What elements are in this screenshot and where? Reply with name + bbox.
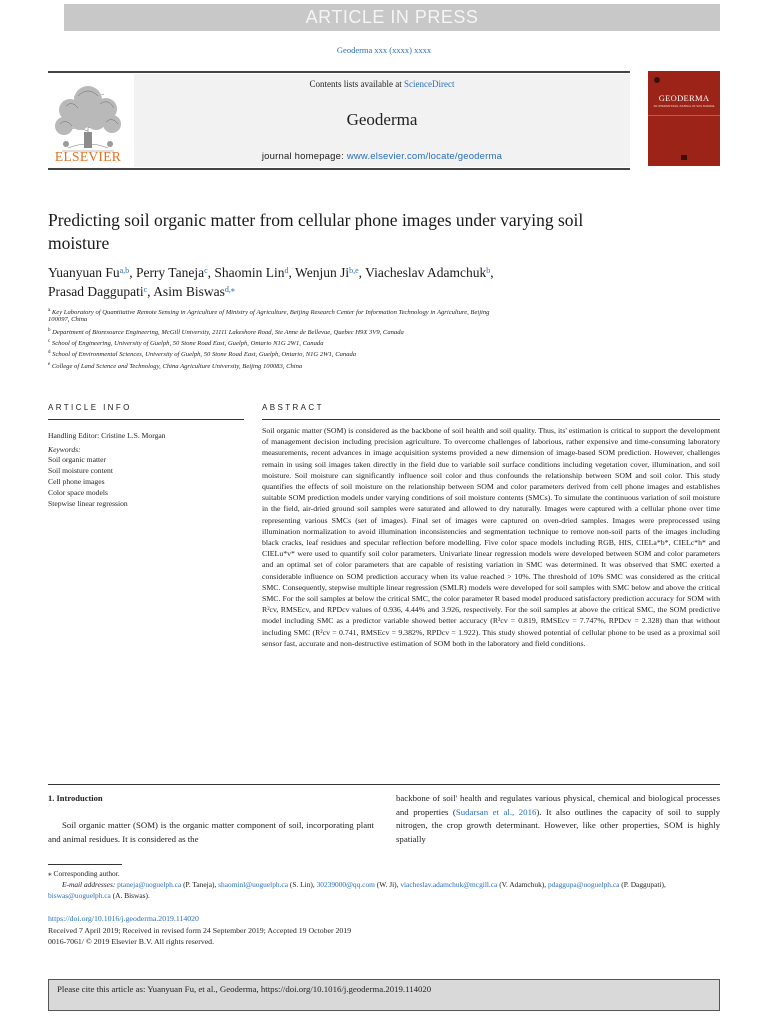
please-cite-box (48, 979, 720, 1011)
cover-divider (648, 115, 720, 116)
email-addresses: E-mail addresses: ptaneja@uoguelph.ca (P. Taneja), shaominl@uoguelph.ca (S. Lin), 30239000@qq.com (W. Ji), viacheslav.adamchuk@mcgill.ca (V. Adamchuk), pdaggupa@uoguelph.ca (P. Daggupati), biswas@uoguelph.ca (A. Biswas). (48, 880, 666, 900)
introduction-heading: 1. Introduction (48, 793, 103, 803)
author[interactable]: Prasad Daggupati$^c$, (48, 284, 154, 299)
article-info-heading: ARTICLE INFO (48, 403, 132, 412)
author-list (48, 263, 728, 301)
journal-homepage-link[interactable]: www.elsevier.com/locate/geoderma (346, 151, 503, 162)
intro-text: ). It also outlines the capacity of soil to supply nitrogen, the crop growth determinant. However, like other properties, SOM is highly spatially (396, 806, 720, 844)
author[interactable]: Asim Biswas$^{d,⁎}$ (153, 284, 235, 299)
copyright-line: 0016-7061/ © 2019 Elsevier B.V. All rights reserved. (48, 937, 215, 946)
received-dates: Received 7 April 2019; Received in revised form 24 September 2019; Accepted 19 October 2019 (48, 925, 352, 935)
please-cite-text[interactable]: Please cite this article as: Yuanyuan Fu, et al., Geoderma, https://doi.org/10.1016/j.geoderma.2019.114020 (57, 984, 432, 994)
introduction-left-column: Soil organic matter (SOM) is the organic matter component of soil, incorporating plant and animal residues. It is considered as the (48, 820, 374, 844)
elsevier-wordmark: ELSEVIER (54, 149, 122, 164)
author-affiliation-mark[interactable]: d (284, 266, 289, 275)
email-link[interactable]: ptaneja@uoguelph.ca (117, 880, 182, 889)
author-affiliation-mark[interactable]: a,b (119, 266, 130, 275)
keyword: Stepwise linear regression (48, 499, 128, 508)
author[interactable]: Perry Taneja$^c$, (135, 265, 215, 280)
cover-subtitle: AN INTERNATIONAL JOURNAL OF SOIL SCIENCE (653, 105, 715, 108)
author-affiliation-mark[interactable]: c (204, 266, 208, 275)
author-affiliation-mark[interactable]: c (143, 285, 148, 294)
article-title-line-1: Predicting soil organic matter from cellular phone images under varying soil (48, 210, 584, 230)
journal-cover-thumbnail[interactable] (648, 71, 720, 166)
affiliation-c: $^c$ School of Engineering, University of Guelph, 50 Stone Road East, Guelph, Ontario N1G 2W1, Canada (48, 339, 324, 348)
keyword: Soil organic matter (48, 455, 107, 464)
email-link[interactable]: shaominl@uoguelph.ca (218, 880, 288, 889)
journal-reference-link[interactable]: Geoderma xxx (xxxx) xxxx (336, 45, 432, 55)
intro-text: backbone of soil' health and regulates various physical, chemical and biological processes and properties ( (396, 793, 720, 817)
article-in-press-banner: ARTICLE IN PRESS (64, 4, 720, 31)
article-title (48, 209, 688, 255)
article-info-rule (48, 419, 244, 420)
affiliation-d: $^d$ School of Environmental Sciences, University of Guelph, 50 Stone Road East, Guelph, Ontario, N1G 2W1, Canada (48, 350, 357, 359)
header-top-rule (48, 71, 630, 73)
abstract-bottom-rule (48, 784, 720, 785)
publication-details (48, 913, 351, 948)
affiliation-a-cont: 100097, China (48, 316, 88, 323)
author-affiliation-mark[interactable]: b,e (349, 266, 359, 275)
author[interactable]: Yuanyuan Fu$^{a,b}$, (48, 265, 136, 280)
affiliation-a: $^a$ Key Laboratory of Quantitative Remote Sensing in Agriculture of Ministry of Agriculture, Beijing Research Center for Information Technology in Agriculture, Beijing (48, 308, 490, 317)
cover-emblem-icon (654, 77, 660, 83)
abstract-rule (262, 419, 720, 420)
contents-lists-line (134, 79, 630, 89)
author[interactable]: Viacheslav Adamchuk$^b$, (365, 265, 494, 280)
doi-link[interactable]: https://doi.org/10.1016/j.geoderma.2019.114020 (48, 914, 199, 923)
journal-name: Geoderma (346, 110, 418, 129)
journal-homepage-line (134, 151, 630, 162)
introduction-right-column (396, 792, 720, 846)
email-link[interactable]: biswas@uoguelph.ca (48, 890, 111, 900)
email-link[interactable]: pdaggupa@uoguelph.ca (547, 880, 620, 889)
handling-editor: Handling Editor: Cristine L.S. Morgan (48, 431, 166, 440)
email-label: E-mail addresses: (62, 880, 116, 889)
keyword: Color space models (48, 488, 108, 497)
author-affiliation-mark[interactable]: b (486, 266, 491, 275)
keyword: Cell phone images (48, 477, 105, 486)
keyword: Soil moisture content (48, 466, 113, 475)
sciencedirect-link[interactable]: ScienceDirect (404, 79, 455, 89)
cover-title: GEODERMA (658, 93, 710, 103)
affiliation-e: $^e$ College of Land Science and Technology, China Agriculture University, Beijing 100083, China (48, 362, 303, 371)
email-link[interactable]: 30239000@qq.com (316, 880, 375, 889)
author-affiliation-mark[interactable]: d,⁎ (224, 285, 235, 294)
email-link[interactable]: viacheslav.adamchuk@mcgill.ca (400, 880, 498, 889)
citation-link[interactable]: Sudarsan et al., 2016 (455, 806, 537, 817)
footnote-rule (48, 864, 122, 865)
abstract-heading: ABSTRACT (262, 403, 324, 412)
header-bottom-rule (48, 168, 630, 170)
cover-publisher-icon (681, 155, 687, 160)
keywords-label: Keywords: (48, 445, 81, 454)
affiliation-b: $^b$ Department of Bioresource Engineering, McGill University, 21111 Lakeshore Road, Ste Anne de Bellevue, Quebec H9X 3V9, Canada (48, 328, 404, 337)
homepage-prefix: journal homepage: (261, 151, 347, 162)
article-title-line-2: moisture (48, 233, 110, 253)
abstract-text: Soil organic matter (SOM) is considered as the backbone of soil health and soil quality. Thus, its' estimation is critical to support the development of management decision including precision agriculture. To overcome challenges of laborious, rather expensive and time-consuming laboratory measurements, recent advances in image acquisition systems provided a new dimension of image-based SOM prediction. However, challenges remain in using soil images taken directly in the field due to variable soil surface conditions including vegetation cover, illumination, and soil moisture. Soil moisture can significantly influence soil color and thus confounds the relationship between SOM and soil color. This study quantifies the effects of soil moisture on the relationship between SOM and color parameters derived from cell phone images and establishes suitable SOM prediction models under varying conditions of soil moisture contents (SMCs). To simulate the continuous variation of soil moisture in the field, air-dried ground soil samples were saturated and allowed to dry naturally. Images were captured with a cellular phone over time representing various SMCs (set of images). Final set of images were captured on oven-dried samples. Images were preprocessed using illumination normalization to avoid illumination inconsistencies and segmentation technique to remove non-soil parts of the images including black cracks, leaf residues and specular reflection before modelling. Five color space models including RGB, HIS, CIELa*b*, CIELc*h* and CIELu*v* were used to quantify soil color parameters. Univariate linear regression models were developed between SOM and color parameters and an optimal set of color parameters that are capable of resisting variation in SMC was determined. It was observed that SMC exerted a considerable influence on SOM prediction accuracy when its value reached > 10%. The threshold of 10% SMC was considered as the critical SMC. Consequently, stepwise multiple linear regression (SMLR) models were developed for soil samples with SMC below and above the critical SMC. For the soil samples at below the critical SMC, the color parameter R based model produced satisfactory prediction accuracy for SOM with R²cv, RMSEcv, and RPDcv values of 0.936, 4.44% and 3.926, respectively. For the soil samples at above the critical SMC, the SOM predictive model including SMC as a predictor variable showed better accuracy (R²cv = 0.819, RMSEcv = 7.747%, RPDcv = 2.328) than that without including SMC (R²cv = 0.741, RMSEcv = 9.382%, RPDcv = 1.922). This study showed potential of cellular phone to be used as a proximal soil sensor fast, accurate and non-destructive estimation of SOM both in the laboratory and field conditions. (262, 426, 720, 648)
author[interactable]: Wenjun Ji$^{b,e}$, (295, 265, 366, 280)
contents-prefix: Contents lists available at (309, 79, 404, 89)
author[interactable]: Shaomin Lin$^d$, (214, 265, 296, 280)
corresponding-author-note: ⁎ Corresponding author. (48, 869, 120, 878)
